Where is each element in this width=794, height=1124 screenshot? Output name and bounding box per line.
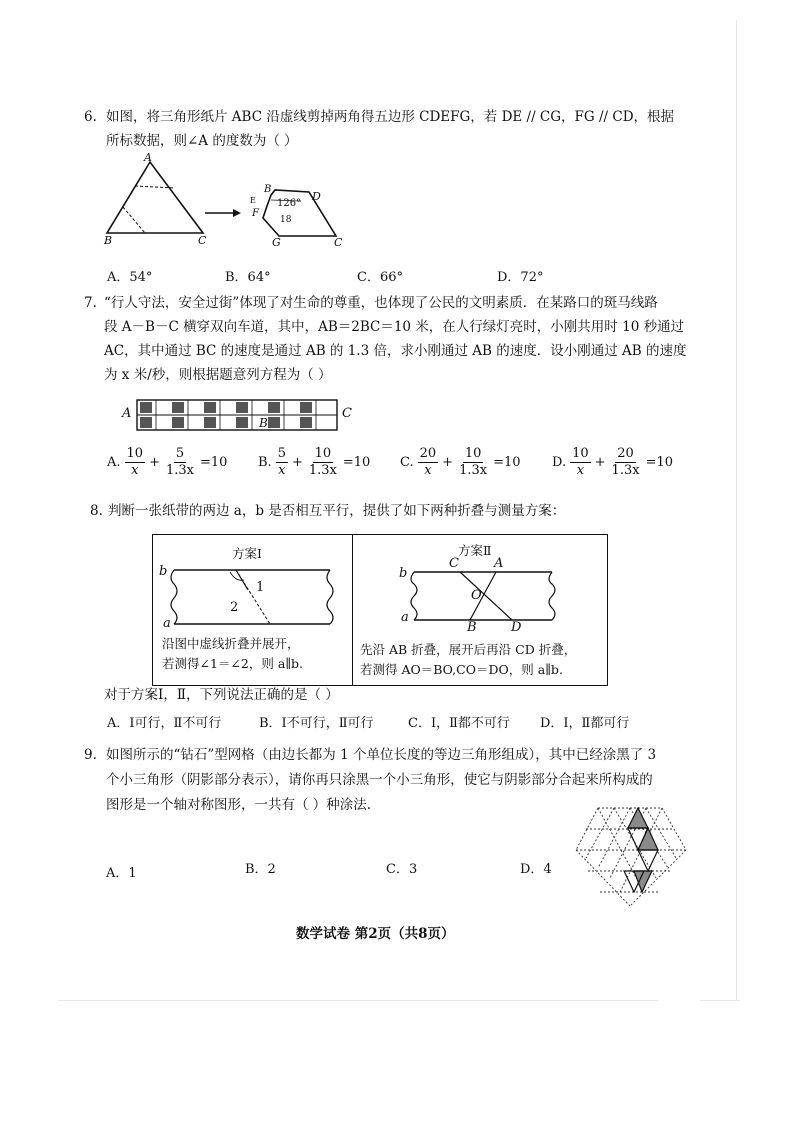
q7-strip-label-C: C <box>342 406 352 421</box>
q7-option-a <box>107 446 227 479</box>
q7-option-d-op: + <box>594 455 606 470</box>
q6-label-F: F <box>252 208 259 219</box>
q8-plan1-label-b: b <box>159 564 168 579</box>
q7-option-c-frac2-num: 10 <box>464 446 482 461</box>
q7-option-a-letter: A. <box>107 455 121 470</box>
q7-option-a-frac2-num: 5 <box>175 446 185 461</box>
q8-plan1-title: 方案Ⅰ <box>232 546 262 561</box>
q7-option-b-rhs: =10 <box>342 455 371 470</box>
q6-label-B: B <box>104 234 113 247</box>
q8-plan1-text1: 沿图中虚线折叠并展开， <box>162 636 300 651</box>
q6-label-angle: 126° <box>277 198 302 209</box>
page-footer: 数学试卷 第2页（共8页） <box>296 926 455 942</box>
q7-option-a-frac1-den: x <box>131 463 139 478</box>
q8-plan2-label-A: A <box>494 556 504 571</box>
q6-label-18: 18 <box>280 215 292 225</box>
q8-option-a: A．Ⅰ可行，Ⅱ不可行 <box>107 716 222 731</box>
q7-stem-line3: AC，其中通过 BC 的速度是通过 AB 的 1.3 倍，求小刚通过 AB 的速度．设小刚通过 AB 的速度 <box>104 343 687 359</box>
q7-strip-label-A: A <box>122 406 132 421</box>
q6-label-E: E <box>250 196 256 205</box>
q6-option-c: C．66° <box>357 270 403 285</box>
q7-option-b-frac1-den: x <box>278 463 286 478</box>
q7-option-a-frac2 <box>164 446 196 479</box>
q9-option-a: A．1 <box>106 866 137 881</box>
q7-option-a-frac1-num: 10 <box>126 446 144 461</box>
q8-plan2-label-D: D <box>511 620 522 635</box>
scan-edge-bottom <box>58 1000 658 1001</box>
q7-option-a-rhs: =10 <box>200 455 228 470</box>
q9-stem-line1: 如图所示的“钻石”型网格（由边长都为 1 个单位长度的等边三角形组成），其中已经涂黑了 3 <box>106 747 657 763</box>
q8-number: 8. <box>90 503 103 519</box>
q7-option-c-rhs: =10 <box>493 455 521 470</box>
q9-number: 9. <box>84 747 97 763</box>
q8-plan2-label-C: C <box>449 556 459 571</box>
q8-plan2-label-O: O <box>471 588 482 603</box>
q7-option-c-frac2-den: 1.3x <box>459 463 488 478</box>
q8-option-d: D．Ⅰ，Ⅱ都可行 <box>540 716 630 731</box>
q8-plan2-text2: 若测得 AO＝BO,CO＝DO，则 a∥b. <box>360 662 563 677</box>
scan-edge-bottom-right <box>700 1000 740 1001</box>
q7-option-b-letter: B. <box>258 455 272 470</box>
q6-stem-line2: 所标数据，则∠A 的度数为（ ） <box>106 133 298 149</box>
q6-number: 6. <box>84 109 97 125</box>
q7-option-d-frac2-den: 1.3x <box>611 463 640 478</box>
scan-edge-right <box>736 20 737 1000</box>
q7-stem-line4: 为 x 米/秒，则根据题意列方程为（ ） <box>104 367 332 383</box>
q7-option-c-frac1-den: x <box>424 463 432 478</box>
q7-option-a-frac1 <box>125 446 146 479</box>
q7-option-b-frac2-den: 1.3x <box>308 463 337 478</box>
q8-plan2-label-B: B <box>467 620 477 635</box>
q7-option-b <box>258 446 370 479</box>
q9-stem-line3: 图形是一个轴对称图形，一共有（ ）种涂法. <box>106 797 372 813</box>
q7-option-b-frac2 <box>307 446 339 479</box>
q8-plan2-title: 方案Ⅱ <box>458 543 492 558</box>
q7-option-d-frac2 <box>610 446 642 479</box>
q7-option-d-frac1-den: x <box>576 463 585 478</box>
q8-question: 对于方案Ⅰ，Ⅱ，下列说法正确的是（ ） <box>104 687 339 703</box>
q7-option-c-letter: C. <box>400 455 414 470</box>
q9-stem-line2: 个小三角形（阴影部分表示），请你再只涂黑一个小三角形，使它与阴影部分合起来所构成的 <box>106 772 653 788</box>
q9-diamond-grid <box>574 806 690 908</box>
q7-option-c-frac2 <box>457 446 489 479</box>
q6-stem-line1: 如图，将三角形纸片 ABC 沿虚线剪掉两角得五边形 CDEFG，若 DE // CG，FG // CD，根据 <box>106 109 675 125</box>
q8-plan1-text2: 若测得∠1＝∠2，则 a∥b. <box>162 656 304 671</box>
q8-plan2-label-b: b <box>399 566 408 581</box>
q7-option-c <box>400 446 521 479</box>
q8-stem: 判断一张纸带的两边 a，b 是否相互平行，提供了如下两种折叠与测量方案： <box>108 503 566 519</box>
q8-plan1-label-1: 1 <box>256 580 265 595</box>
q9-option-d: D．4 <box>520 862 552 877</box>
q6-option-b: B．64° <box>225 270 271 285</box>
q7-option-b-op: + <box>291 455 303 470</box>
q6-label-B2: B <box>264 184 272 195</box>
q6-label-C: C <box>198 234 207 247</box>
q7-zebra-crossing <box>136 398 340 434</box>
q6-label-C2: C <box>334 236 343 249</box>
q7-option-c-frac1-num: 20 <box>419 446 437 461</box>
q7-stem-line1: “行人守法，安全过街”体现了对生命的尊重，也体现了公民的文明素质．在某路口的斑马线路 <box>104 295 658 311</box>
q8-plan2-text1: 先沿 AB 折叠，展开后再沿 CD 折叠， <box>360 642 577 657</box>
q8-option-c: C．Ⅰ，Ⅱ都不可行 <box>408 716 510 731</box>
q8-option-b: B．Ⅰ不可行，Ⅱ可行 <box>259 716 374 731</box>
q8-plan2-label-a: a <box>401 610 409 625</box>
q7-option-a-frac2-den: 1.3x <box>165 463 194 478</box>
q7-option-a-op: + <box>149 455 160 470</box>
q8-plan1-figure <box>160 562 350 632</box>
q7-strip-label-B: B <box>259 416 268 430</box>
q6-option-d: D．72° <box>497 270 544 285</box>
q6-label-G: G <box>272 236 281 249</box>
q7-option-d <box>552 446 673 479</box>
q7-option-c-op: + <box>442 455 454 470</box>
q8-plans-divider <box>352 534 353 686</box>
q8-plan1-label-a: a <box>163 616 171 631</box>
q7-option-c-frac1 <box>418 446 439 479</box>
q6-option-a: A．54° <box>107 270 153 285</box>
q6-label-D: D <box>312 190 321 203</box>
q7-option-d-frac1 <box>570 446 591 479</box>
q7-option-b-frac2-num: 10 <box>314 446 332 461</box>
q6-label-A: A <box>144 151 152 164</box>
q7-option-d-rhs: =10 <box>645 455 673 470</box>
q7-option-d-frac2-num: 20 <box>617 446 634 461</box>
q7-stem-line2: 段 A－B－C 横穿双向车道，其中，AB＝2BC＝10 米，在人行绿灯亮时，小刚共用时 10 秒通过 <box>104 319 685 335</box>
q7-option-d-frac1-num: 10 <box>572 446 589 461</box>
q7-number: 7. <box>84 295 97 311</box>
q9-option-b: B．2 <box>245 862 276 877</box>
q9-option-c: C．3 <box>386 862 418 877</box>
q7-option-b-frac1 <box>276 446 288 479</box>
q7-option-b-frac1-num: 5 <box>277 446 286 461</box>
q7-option-d-letter: D. <box>552 455 567 470</box>
q8-plan1-label-2: 2 <box>230 600 239 615</box>
